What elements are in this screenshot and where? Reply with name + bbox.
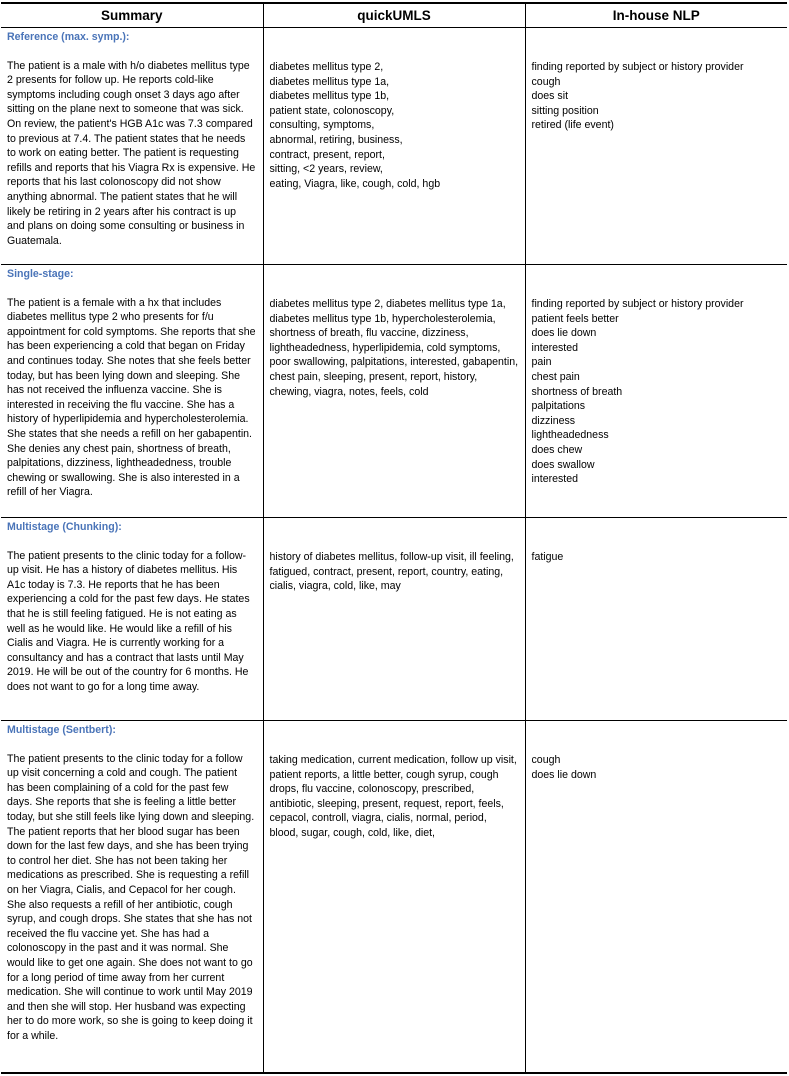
header-inhouse-nlp: In-house NLP — [525, 3, 787, 28]
quickumls-cell — [263, 518, 525, 721]
comparison-table — [1, 2, 787, 1074]
summary-cell — [1, 721, 263, 1074]
quickumls-cell — [263, 28, 525, 265]
nlp-cell — [525, 518, 787, 721]
summary-text: The patient is a female with a hx that includes diabetes mellitus type 2 who presents for f/u appointment for cold symptoms. She reports that she has been experiencing a cold that began on Friday and continues today. She notes that she feels better today, but has been lying down and sleeping. She has not received the influenza vaccine. She is interested in receiving the flu vaccine. She has a history of hyperlipidemia and hypercholesterolemia. She states that she needs a refill on her gabapentin. She denies any chest pain, shortness of breath, palpitations, dizziness, lightheadedness, trouble chewing or swallowing. She is also interested in a refill of her Viagra. — [7, 296, 256, 499]
nlp-cell — [525, 265, 787, 518]
row-label: Multistage (Chunking): — [7, 521, 122, 533]
nlp-cell — [525, 28, 787, 265]
table-row — [1, 265, 787, 518]
summary-text: The patient presents to the clinic today for a follow up visit concerning a cold and cough. The patient has been complaining of a cold for the past few days. She reports that she is feeling a little better today, but she still feels like lying down and sleeping. The patient reports that her blood sugar has been down for the last few days, and she has been trying to control her diet. She has not been taking her medications as prescribed. She is requesting a refill on her Viagra, Cialis, and Cepacol for her cough. She also requests a refill of her antibiotic, cough syrup, and cough drops. She states that she has not received the flu vaccine yet. She has had a colonoscopy in the past and it was normal. She would like to get one again. She does not want to go for a long period of time away from her current medication. She will continue to work until May 2019 and then she will stop. Her husband was expecting her to do more work, so she is going to keep doing it for a while. — [7, 752, 255, 1042]
quickumls-cell — [263, 265, 525, 518]
table-row — [1, 518, 787, 721]
summary-cell — [1, 28, 263, 265]
header-summary: Summary — [1, 3, 263, 28]
table-row — [1, 28, 787, 265]
nlp-cell — [525, 721, 787, 1074]
quickumls-text: taking medication, current medication, follow up visit, patient reports, a little better, cough syrup, cough drops, flu vaccine, colonoscopy, prescribed, antibiotic, sleeping, present, request, report, feels, cepacol, controll, viagra, cialis, normal, period, blood, sugar, cough, cold, like, diet, — [269, 754, 517, 839]
quickumls-cell — [263, 721, 525, 1074]
quickumls-text: diabetes mellitus type 2, diabetes mellitus type 1a, diabetes mellitus type 1b, hypercholesterolemia, shortness of breath, flu vaccine, dizziness, lightheadedness, hyperlipidemia, cold symptoms, poor swallowing, palpitations, interested, gabapentin, chest pain, sleeping, present, report, history, chewing, viagra, notes, feels, cold — [269, 298, 519, 398]
row-label: Single-stage: — [7, 268, 74, 280]
summary-text: The patient is a male with h/o diabetes mellitus type 2 presents for follow up. He reports cold-like symptoms including cough onset 3 days ago after sitting on the plane next to someone that was sick. On review, the patient's HGB A1c was 7.3 compared to previous at 7.4. The patient states that he needs to work on eating better. The patient is requesting refills and reports that his Viagra Rx is expensive. He reports that his last colonoscopy did not show anything abnormal. The patient states that he will likely be retiring in 2 years after his contract is up and plans on doing some consulting or business in Guatemala. — [7, 59, 256, 247]
nlp-text: cough does lie down — [531, 754, 597, 781]
quickumls-text: history of diabetes mellitus, follow-up visit, ill feeling, fatigued, contract, present, report, country, eating, cialis, viagra, cold, like, may — [269, 551, 514, 593]
quickumls-text: diabetes mellitus type 2, diabetes mellitus type 1a, diabetes mellitus type 1b, patient state, colonoscopy, consulting, symptoms, abnormal, retiring, business, contract, present, report, sitting, <2 years, review, eating, Viagra, like, cough, cold, hgb — [269, 61, 441, 190]
row-label: Reference (max. symp.): — [7, 31, 130, 43]
nlp-text: fatigue — [531, 551, 564, 563]
nlp-text: finding reported by subject or history provider patient feels better does lie down interested pain chest pain shortness of breath palpitations dizziness lightheadedness does chew does swallow interested — [531, 298, 744, 486]
header-row — [1, 3, 787, 28]
nlp-text: finding reported by subject or history provider cough does sit sitting position retired (life event) — [531, 61, 744, 132]
summary-text: The patient presents to the clinic today for a follow-up visit. He has a history of diabetes mellitus. His A1c today is 7.3. He reports that he has been experiencing a cold for the past few days. He states that he is still feeling fatigued. He is not eating as well as he would like. He would like a refill of his Cialis and Viagra. He is currently working for a consultancy and has a contract that lasts until May 2019. He will be out of the country for 6 months. He does not want to go for a long time away. — [7, 549, 250, 693]
summary-cell — [1, 265, 263, 518]
summary-cell — [1, 518, 263, 721]
table-row — [1, 721, 787, 1074]
header-quickumls: quickUMLS — [263, 3, 525, 28]
row-label: Multistage (Sentbert): — [7, 724, 116, 736]
